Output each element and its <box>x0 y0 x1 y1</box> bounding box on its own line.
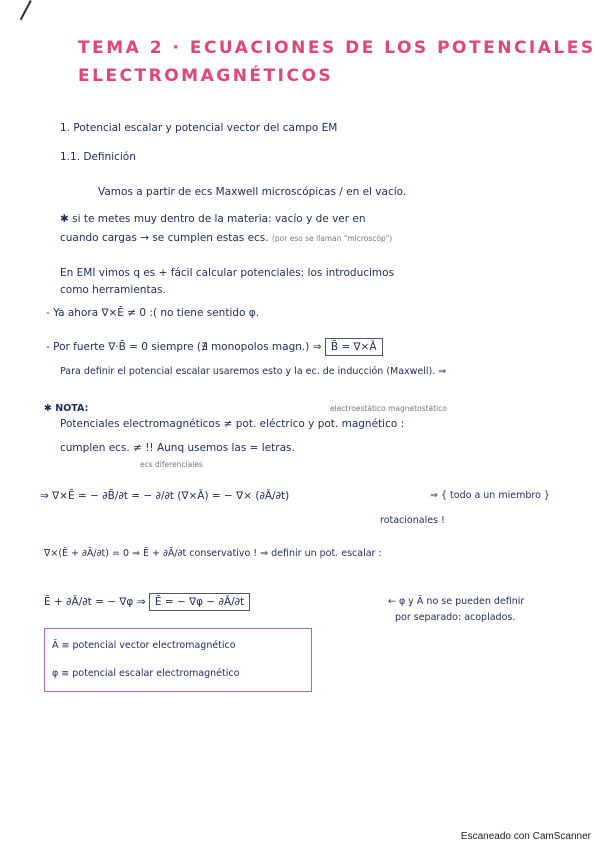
equation-3-left: Ē + ∂Ā/∂t = − ∇φ ⇒ <box>44 596 146 608</box>
body-line-3 <box>60 232 392 244</box>
title-line-2: ELECTROMAGNÉTICOS <box>78 66 334 86</box>
nota-underline-text: ecs diferenciales <box>140 460 203 469</box>
equation-3-note-2: por separado: acoplados. <box>395 612 516 623</box>
equation-2: ∇×(Ē + ∂Ā/∂t) = 0 ⇒ Ē + ∂Ā/∂t conservativo ! ⇒ definir un pot. escalar : <box>44 548 382 559</box>
summary-scalar-potential: φ ≡ potencial escalar electromagnético <box>52 668 240 679</box>
summary-vector-potential: Ā ≡ potencial vector electromagnético <box>52 640 236 651</box>
equation-1-note: ⇒ { todo a un miembro } <box>430 490 550 501</box>
e-field-result-box: Ē = − ∇φ − ∂Ā/∂t <box>149 593 250 611</box>
body-line-4: En EMI vimos q es + fácil calcular potenciales: los introducimos <box>60 267 395 279</box>
equation-3 <box>44 596 250 608</box>
title-line-1: TEMA 2 · ECUACIONES DE LOS POTENCIALES <box>78 38 596 58</box>
section-heading: 1. Potencial escalar y potencial vector del campo EM <box>60 122 338 134</box>
nota-overwrite: electroestático magnetostático <box>330 404 447 413</box>
b-equals-curl-a-box: B̄ = ∇×Ā <box>325 338 383 356</box>
body-line-3-text: cuando cargas → se cumplen estas ecs. <box>60 232 269 244</box>
body-line-7 <box>46 341 383 353</box>
section-subheading: 1.1. Definición <box>60 151 136 163</box>
rotational-note: rotacionales ! <box>380 515 445 526</box>
corner-pen-mark <box>20 0 32 20</box>
nota-label: ✱ NOTA: <box>44 403 89 414</box>
body-line-6: - Ya ahora ∇×Ē ≠ 0 :( no tiene sentido φ. <box>46 307 260 319</box>
body-line-3-note: (por eso se llaman "microscóp") <box>271 234 393 243</box>
nota-line-1: Potenciales electromagnéticos ≠ pot. eléctrico y pot. magnético : <box>60 418 405 430</box>
scanner-watermark: Escaneado con CamScanner <box>460 831 591 842</box>
body-line-5: como herramientas. <box>60 284 166 296</box>
nota-line-2: cumplen ecs. ≠ !! Aunq usemos las = letras. <box>60 442 295 454</box>
equation-3-note-1: ← φ y Ā no se pueden definir <box>388 596 525 607</box>
summary-box <box>44 628 312 692</box>
body-line-2: ✱ si te metes muy dentro de la materia: vacío y de ver en <box>60 213 366 225</box>
body-line-1: Vamos a partir de ecs Maxwell microscópicas / en el vacío. <box>98 186 407 198</box>
body-line-8: Para definir el potencial escalar usaremos esto y la ec. de inducción (Maxwell). ⇒ <box>60 366 447 377</box>
body-line-7-text: - Por fuerte ∇·B̄ = 0 siempre (∄ monopolos magn.) ⇒ <box>46 341 322 353</box>
equation-1: ⇒ ∇×Ē = − ∂B̄/∂t = − ∂/∂t (∇×Ā) = − ∇× (∂Ā/∂t) <box>40 490 290 502</box>
